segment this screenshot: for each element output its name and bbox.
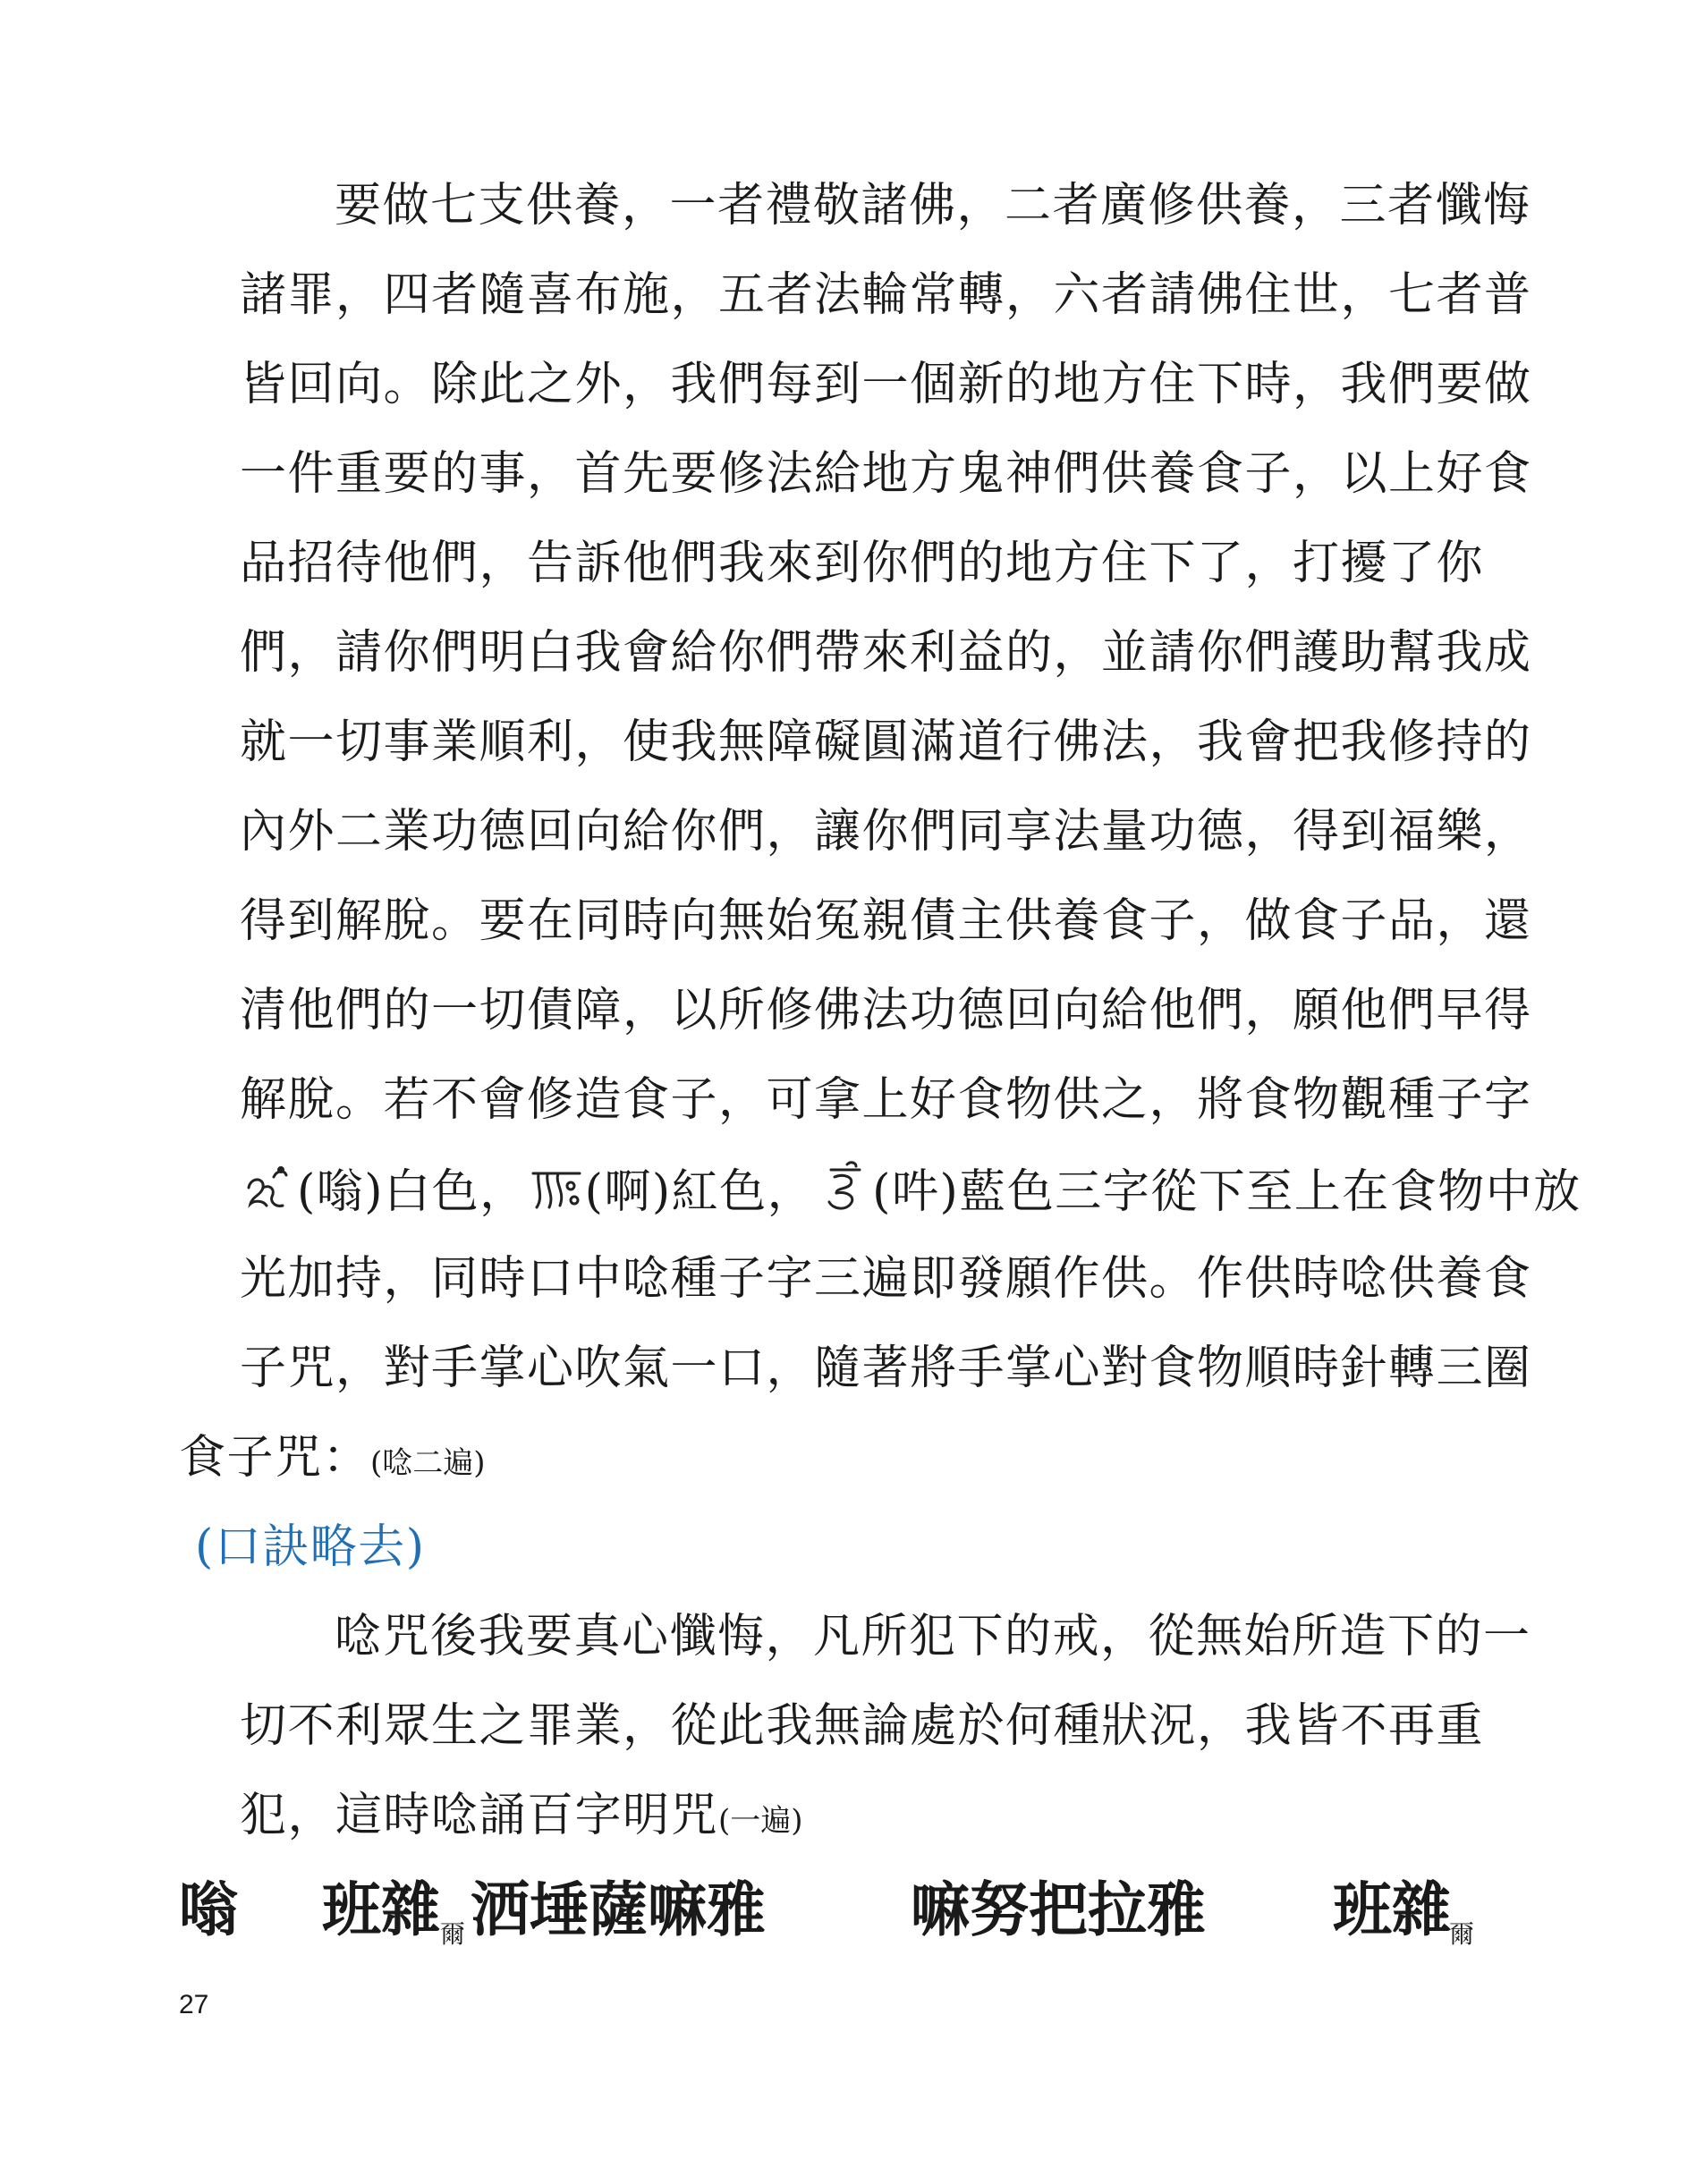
paragraph-line: 切不利眾生之罪業，從此我無論處於何種狀況，我皆不再重: [240, 1699, 1485, 1753]
recitation-count-note: (一遍): [718, 1803, 803, 1839]
mantra-heading-label: 食子咒：: [179, 1431, 371, 1485]
mantra-heading: [179, 1429, 486, 1492]
mantra-word: 班雜: [1333, 1875, 1451, 1944]
paragraph-line: 要做七支供養，一者禮敬諸佛，二者廣修供養，三者懺悔: [335, 179, 1531, 233]
mantra-word: 班雜: [322, 1875, 440, 1944]
mantra-word: 嗡: [179, 1875, 238, 1944]
mantra-word-small: 爾: [440, 1919, 466, 1949]
paragraph-line: 子咒，對手掌心吹氣一口，隨著將手掌心對食物順時針轉三圈: [240, 1342, 1532, 1395]
paragraph-line: 皆回向。除此之外，我們每到一個新的地方住下時，我們要做: [240, 358, 1532, 411]
hum-seed-syllable-icon: [815, 1161, 872, 1218]
om-seed-syllable-icon: [240, 1161, 297, 1218]
paragraph-line: 清他們的一切債障，以所修佛法功德回向給他們，願他們早得: [240, 984, 1532, 1037]
paragraph-line: 內外二業功德回向給你們，讓你們同享法量功德，得到福樂，: [240, 805, 1532, 859]
paragraph-line: 諸罪，四者隨喜布施，五者法輪常轉，六者請佛住世，七者普: [240, 268, 1532, 322]
paragraph-line: 解脫。若不會修造食子，可拿上好食物供之，將食物觀種子字: [240, 1073, 1532, 1127]
paragraph-line: 們，請你們明白我會給你們帶來利益的，並請你們護助幫我成: [240, 626, 1532, 680]
paragraph-line: 犯，這時唸誦百字明咒(一遍): [240, 1789, 803, 1842]
mantra-word: 嘛努把拉雅: [911, 1875, 1206, 1944]
seed-syllable-line: (嗡)白色， (啊)紅色， (吽)藍色三字從下至上在食物中放: [240, 1161, 1582, 1221]
paragraph-line: 得到解脫。要在同時向無始冤親債主供養食子，做食子品，還: [240, 894, 1532, 948]
page-number: 27: [179, 1990, 209, 2019]
paragraph-line: 就一切事業順利，使我無障礙圓滿道行佛法，我會把我修持的: [240, 715, 1532, 769]
mantra-word: 洒埵薩嘛雅: [471, 1875, 766, 1944]
mantra-heading-note: (唸二遍): [370, 1445, 486, 1481]
paragraph-line: 唸咒後我要真心懺悔，凡所犯下的戒，從無始所造下的一: [335, 1610, 1531, 1663]
omitted-instruction-note: (口訣略去): [195, 1520, 426, 1574]
paragraph-line: 品招待他們，告訴他們我來到你們的地方住下了，打擾了你: [240, 537, 1485, 590]
ah-seed-syllable-icon: [528, 1161, 585, 1218]
paragraph-line: 光加持，同時口中唸種子字三遍即發願作供。作供時唸供養食: [240, 1252, 1532, 1306]
mantra-line: [179, 1869, 1521, 1950]
mantra-word-small: 爾: [1449, 1919, 1475, 1949]
paragraph-line: 一件重要的事，首先要修法給地方鬼神們供養食子，以上好食: [240, 447, 1532, 501]
